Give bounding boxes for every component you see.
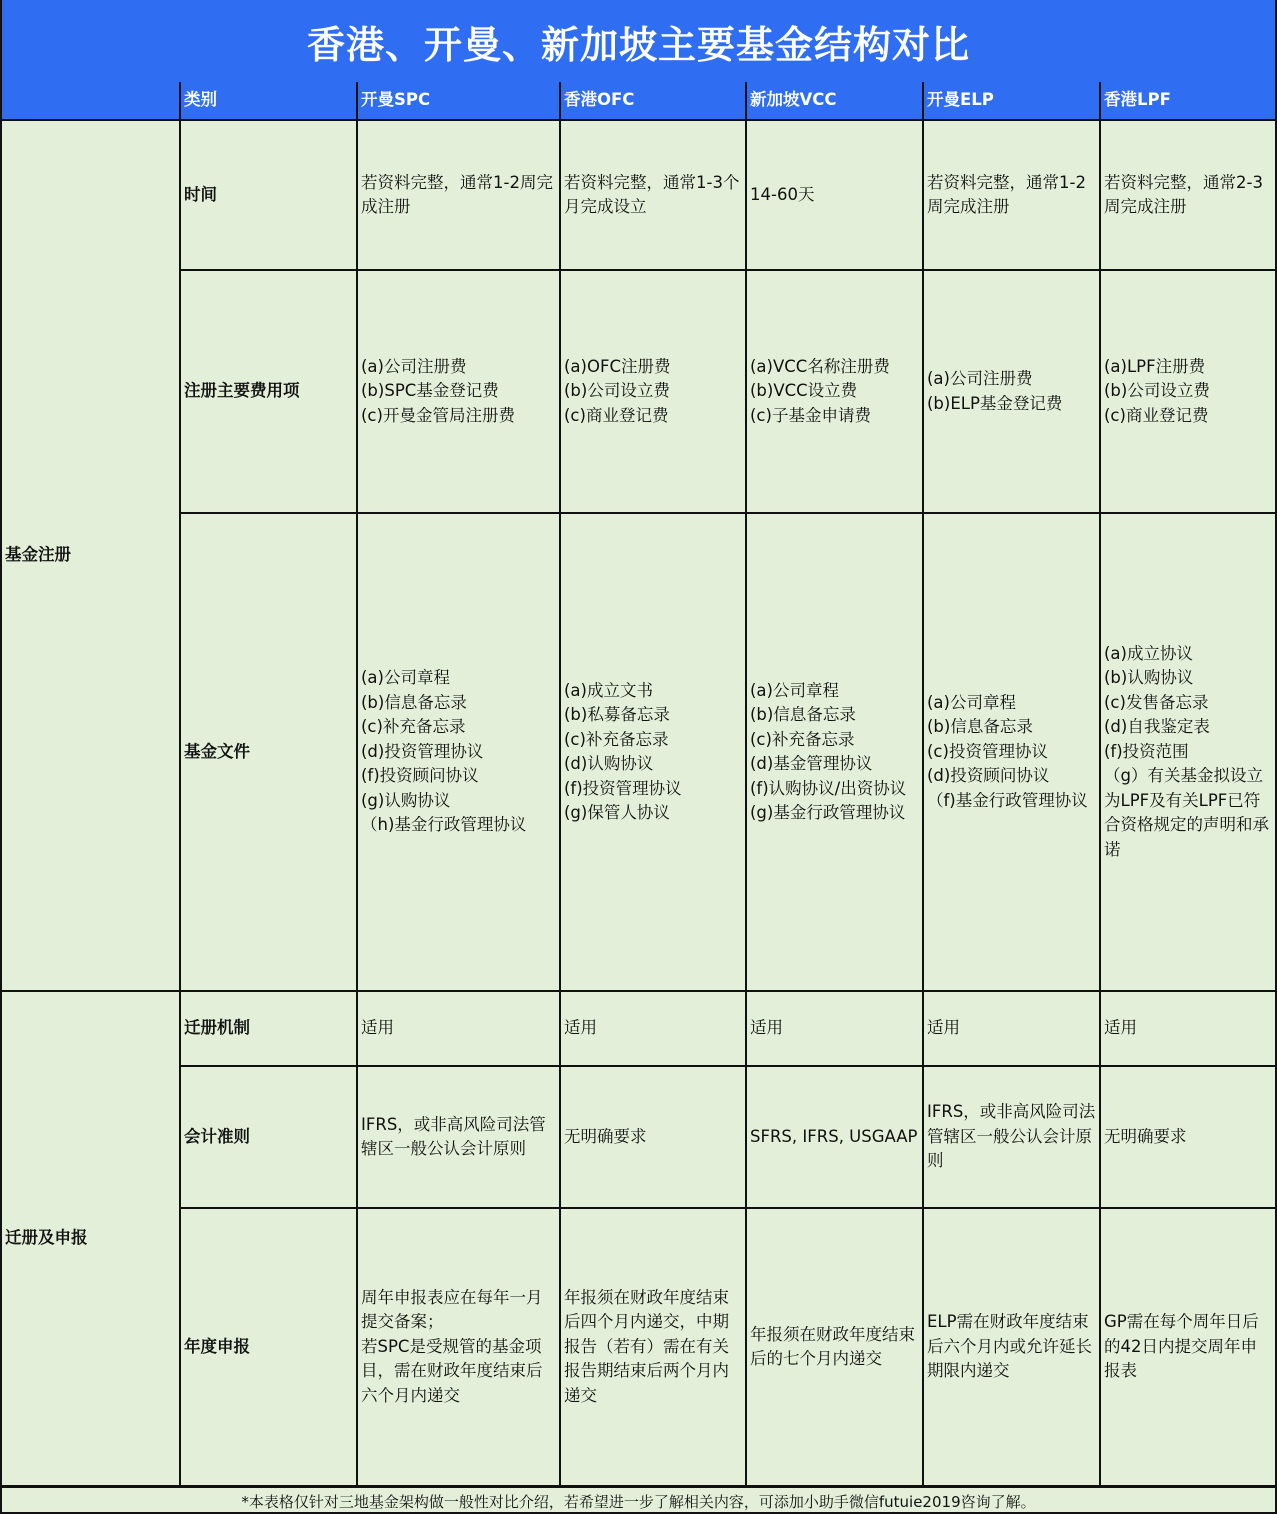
header-col-elp: 开曼ELP xyxy=(923,82,1100,120)
table-row xyxy=(2,513,1275,991)
table-row xyxy=(2,1208,1275,1486)
table-cell: 适用 xyxy=(1100,991,1275,1066)
table-cell: (a)公司章程 (b)信息备忘录 (c)投资管理协议 (d)投资顾问协议 （f)基金行政管理协议 xyxy=(923,513,1100,991)
header-col-lpf: 香港LPF xyxy=(1100,82,1275,120)
page-title: 香港、开曼、新加坡主要基金结构对比 xyxy=(2,0,1275,84)
table-row xyxy=(2,1066,1275,1208)
table-cell: 无明确要求 xyxy=(560,1066,746,1208)
table-cell: (a)OFC注册费 (b)公司设立费 (c)商业登记费 xyxy=(560,270,746,513)
table-cell: (a)成立文书 (b)私募备忘录 (c)补充备忘录 (d)认购协议 (f)投资管理协议 (g)保管人协议 xyxy=(560,513,746,991)
row-label: 注册主要费用项 xyxy=(180,270,357,513)
table-cell: 若资料完整，通常1-2周完成注册 xyxy=(923,120,1100,270)
table-cell: IFRS，或非高风险司法管辖区一般公认会计原则 xyxy=(357,1066,560,1208)
header-col-vcc: 新加坡VCC xyxy=(746,82,923,120)
table-cell: 14-60天 xyxy=(746,120,923,270)
table-cell: 适用 xyxy=(923,991,1100,1066)
section-label: 基金注册 xyxy=(2,120,180,991)
row-label: 时间 xyxy=(180,120,357,270)
table-cell: SFRS, IFRS, USGAAP xyxy=(746,1066,923,1208)
table-cell: 若资料完整，通常2-3周完成注册 xyxy=(1100,120,1275,270)
header-col-ofc: 香港OFC xyxy=(560,82,746,120)
table-row xyxy=(2,120,1275,270)
table-cell: 若资料完整，通常1-2周完成注册 xyxy=(357,120,560,270)
header-blank xyxy=(2,82,180,120)
table-cell: (a)公司注册费 (b)SPC基金登记费 (c)开曼金管局注册费 xyxy=(357,270,560,513)
footnote: *本表格仅针对三地基金架构做一般性对比介绍，若希望进一步了解相关内容，可添加小助手微信futuie2019咨询了解。 xyxy=(2,1486,1275,1514)
row-label: 迁册机制 xyxy=(180,991,357,1066)
section-label: 迁册及申报 xyxy=(2,991,180,1486)
table-cell: (a)公司注册费 (b)ELP基金登记费 xyxy=(923,270,1100,513)
table-cell: GP需在每个周年日后的42日内提交周年申报表 xyxy=(1100,1208,1275,1486)
table-cell: (a)公司章程 (b)信息备忘录 (c)补充备忘录 (d)基金管理协议 (f)认购协议/出资协议 (g)基金行政管理协议 xyxy=(746,513,923,991)
table-cell: (a)公司章程 (b)信息备忘录 (c)补充备忘录 (d)投资管理协议 (f)投资顾问协议 (g)认购协议 （h)基金行政管理协议 xyxy=(357,513,560,991)
table-cell: IFRS，或非高风险司法管辖区一般公认会计原则 xyxy=(923,1066,1100,1208)
header-row xyxy=(2,82,1275,120)
row-label: 基金文件 xyxy=(180,513,357,991)
table-cell: 年报须在财政年度结束后四个月内递交，中期报告（若有）需在有关报告期结束后两个月内递交 xyxy=(560,1208,746,1486)
header-category: 类别 xyxy=(180,82,357,120)
table-cell: 适用 xyxy=(560,991,746,1066)
table-cell: (a)LPF注册费 (b)公司设立费 (c)商业登记费 xyxy=(1100,270,1275,513)
table-cell: 适用 xyxy=(357,991,560,1066)
table-cell: (a)成立协议 (b)认购协议 (c)发售备忘录 (d)自我鉴定表 (f)投资范围 （g）有关基金拟设立为LPF及有关LPF已符合资格规定的声明和承诺 xyxy=(1100,513,1275,991)
table-cell: 无明确要求 xyxy=(1100,1066,1275,1208)
row-label: 会计准则 xyxy=(180,1066,357,1208)
table-row xyxy=(2,991,1275,1066)
table-row xyxy=(2,270,1275,513)
comparison-table xyxy=(2,82,1275,1487)
table-cell: 周年申报表应在每年一月提交备案； 若SPC是受规管的基金项目，需在财政年度结束后六个月内递交 xyxy=(357,1208,560,1486)
table-cell: 若资料完整，通常1-3个月完成设立 xyxy=(560,120,746,270)
header-col-spc: 开曼SPC xyxy=(357,82,560,120)
table-cell: 年报须在财政年度结束后的七个月内递交 xyxy=(746,1208,923,1486)
row-label: 年度申报 xyxy=(180,1208,357,1486)
table-cell: ELP需在财政年度结束后六个月内或允许延长期限内递交 xyxy=(923,1208,1100,1486)
table-cell: 适用 xyxy=(746,991,923,1066)
table-cell: (a)VCC名称注册费 (b)VCC设立费 (c)子基金申请费 xyxy=(746,270,923,513)
